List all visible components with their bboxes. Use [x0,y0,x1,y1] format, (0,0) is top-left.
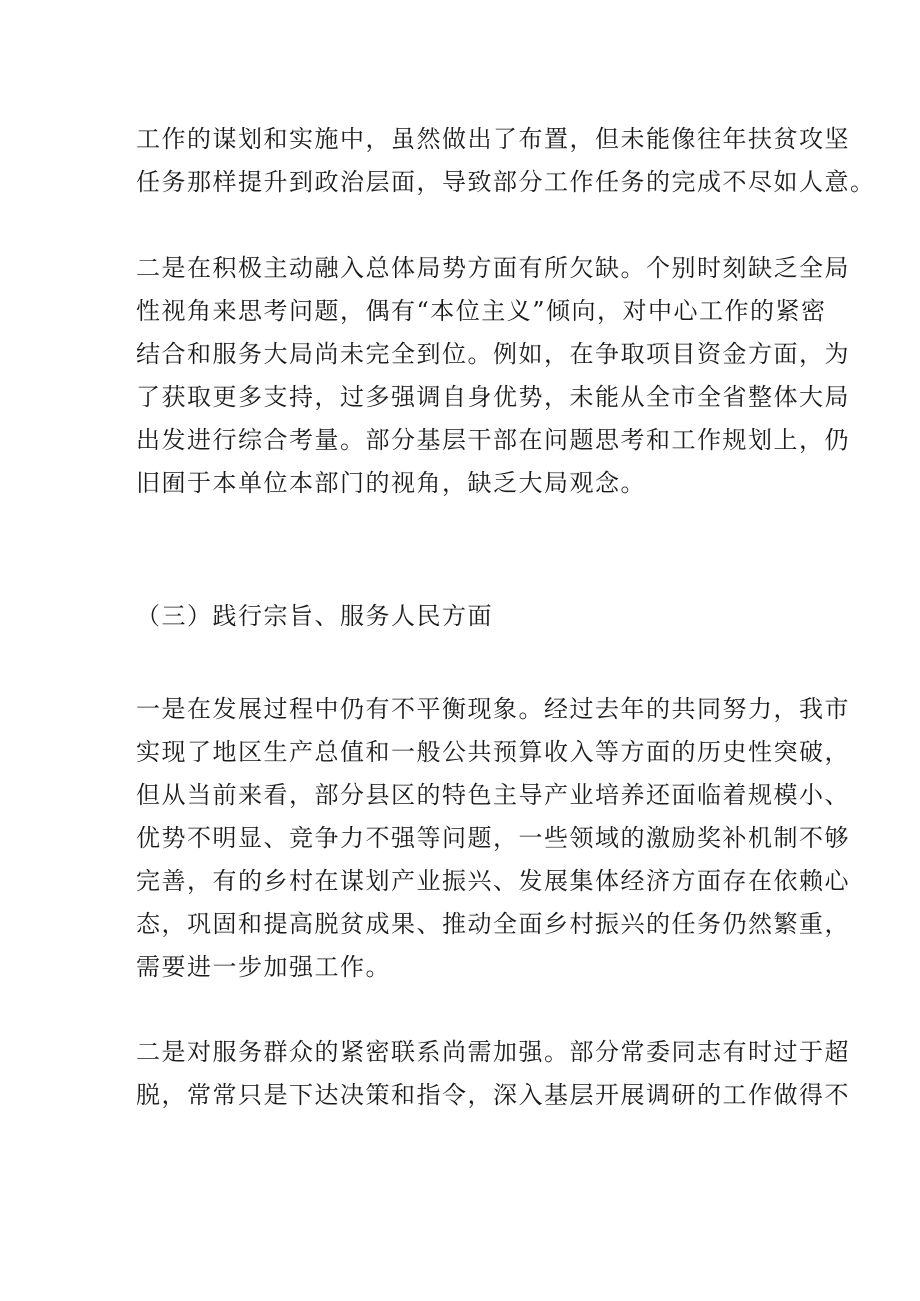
text-line: 态，巩固和提高脱贫成果、推动全面乡村振兴的任务仍然繁重， [136,910,850,938]
text-line: 优势不明显、竞争力不强等问题，一些领域的激励奖补机制不够 [136,824,850,852]
text-line: 性视角来思考问题，偶有“本位主义”倾向，对中心工作的紧密 [136,297,827,325]
section-heading-text: （三）践行宗旨、服务人民方面 [136,602,493,630]
text-line: 二是在积极主动融入总体局势方面有所欠缺。个别时刻缺乏全局 [136,254,850,282]
text-line: 旧囿于本单位本部门的视角，缺乏大局观念。 [136,469,646,497]
text-line: 实现了地区生产总值和一般公共预算收入等方面的历史性突破， [136,738,850,766]
text-line: 但从当前来看，部分县区的特色主导产业培养还面临着规模小、 [136,781,850,809]
text-line: 一是在发展过程中仍有不平衡现象。经过去年的共同努力，我市 [136,695,850,723]
text-line: 脱，常常只是下达决策和指令，深入基层开展调研的工作做得不 [136,1081,850,1109]
text-line: 工作的谋划和实施中，虽然做出了布置，但未能像往年扶贫攻坚 [136,125,850,153]
text-line: 出发进行综合考量。部分基层干部在问题思考和工作规划上，仍 [136,426,850,454]
text-line: 了获取更多支持，过多强调自身优势，未能从全市全省整体大局 [136,383,850,411]
text-line: 需要进一步加强工作。 [136,953,391,981]
text-line: 二是对服务群众的紧密联系尚需加强。部分常委同志有时过于超 [136,1038,850,1066]
text-line: 结合和服务大局尚未完全到位。例如，在争取项目资金方面，为 [136,340,850,368]
text-line: 完善，有的乡村在谋划产业振兴、发展集体经济方面存在依赖心 [136,867,850,895]
text-line: 任务那样提升到政治层面，导致部分工作任务的完成不尽如人意。 [136,168,876,196]
